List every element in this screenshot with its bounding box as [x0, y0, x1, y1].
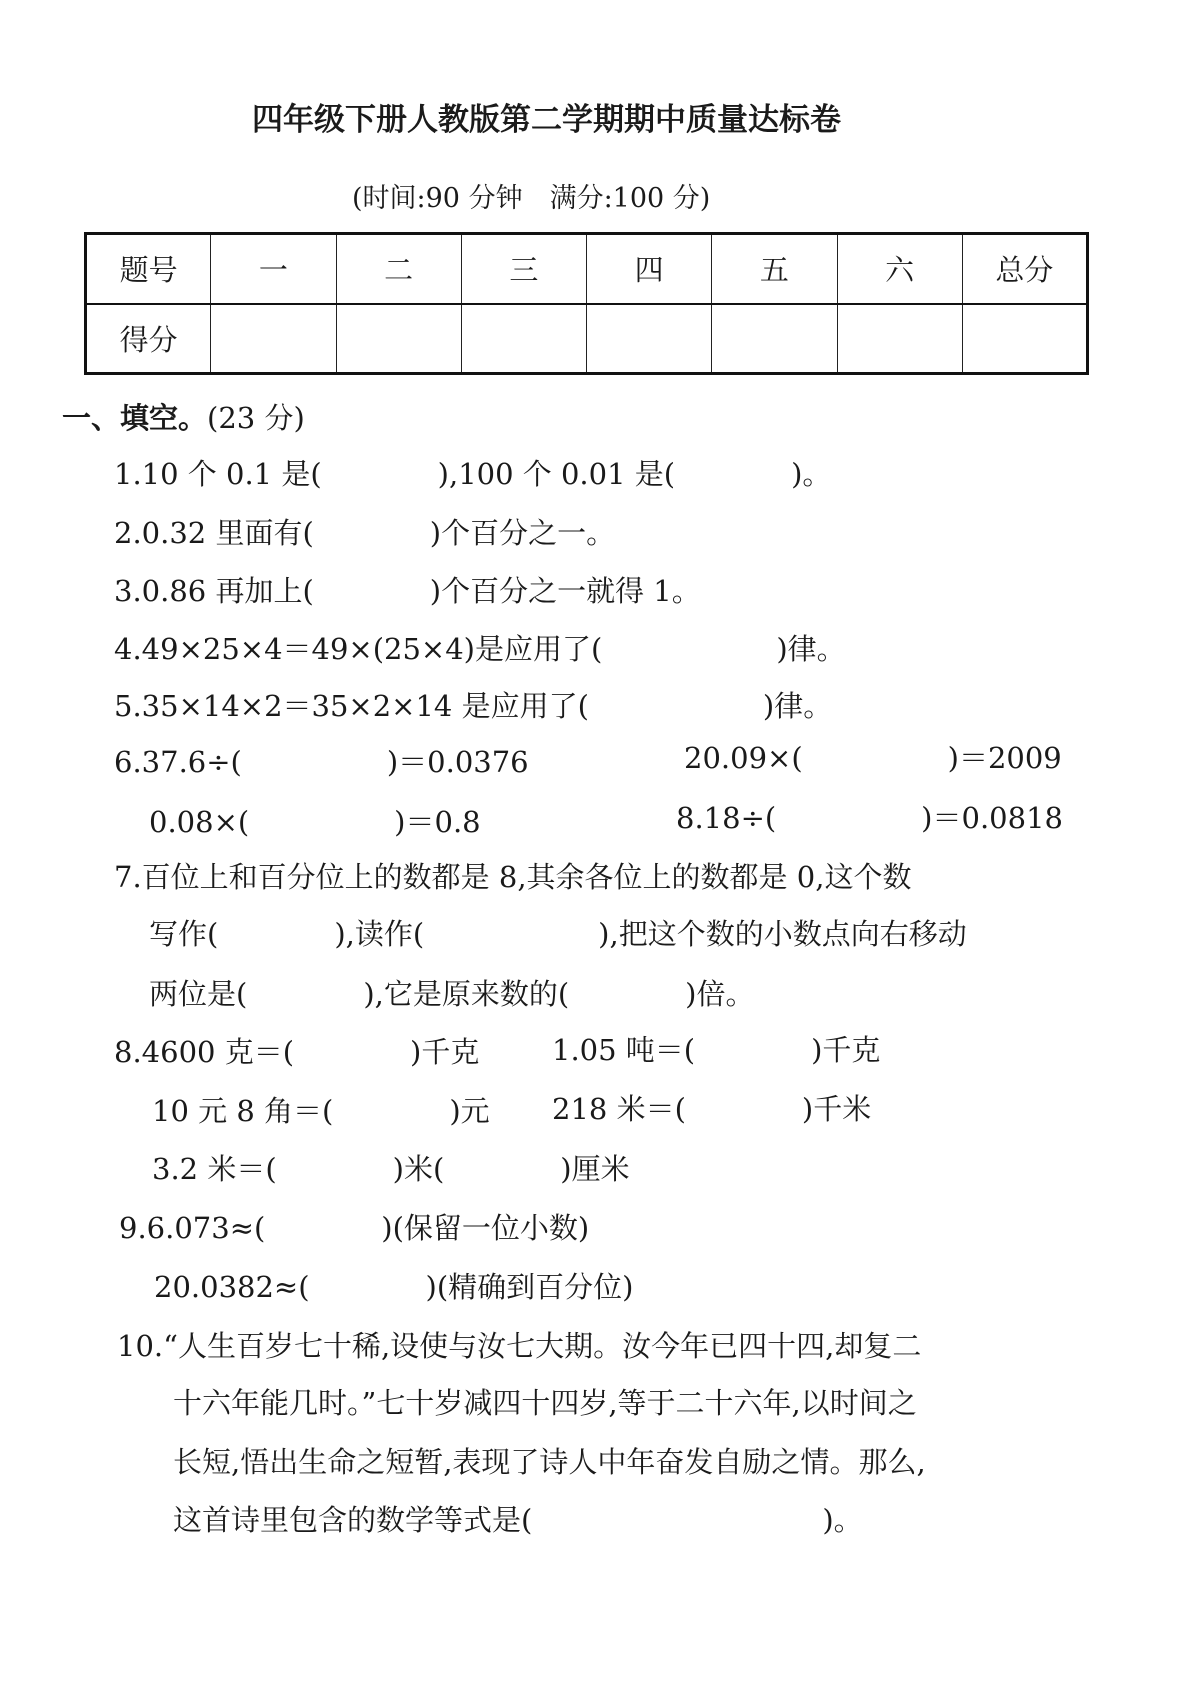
question-line: 1.10 个 0.1 是( ),100 个 0.01 是( )。	[114, 457, 832, 491]
question-line: 6.37.6÷( )＝0.0376	[114, 745, 529, 779]
question-line: 9.6.073≈( )(保留一位小数)	[119, 1211, 590, 1245]
score-cell	[461, 304, 586, 374]
table-cell: 题号	[86, 234, 211, 304]
question-line: 20.0382≈( )(精确到百分位)	[154, 1270, 634, 1304]
table-cell: 一	[211, 234, 336, 304]
table-row	[86, 234, 1088, 304]
table-cell: 得分	[86, 304, 211, 374]
question-line: 2.0.32 里面有( )个百分之一。	[114, 516, 616, 550]
question-line: 8.18÷( )＝0.0818	[676, 801, 1063, 835]
question-line: 这首诗里包含的数学等式是( )。	[173, 1503, 863, 1537]
section-heading	[62, 396, 305, 437]
question-line: 20.09×( )＝2009	[684, 741, 1062, 775]
question-line: 4.49×25×4＝49×(25×4)是应用了( )律。	[114, 632, 846, 666]
score-cell	[962, 304, 1087, 374]
question-line: 8.4600 克＝( )千克	[114, 1035, 480, 1069]
table-cell: 二	[336, 234, 461, 304]
question-line: 3.2 米＝( )米( )厘米	[152, 1152, 630, 1186]
question-line: 10 元 8 角＝( )元	[152, 1094, 490, 1128]
table-cell: 三	[461, 234, 586, 304]
score-cell	[211, 304, 336, 374]
question-line: 1.05 吨＝( )千克	[552, 1033, 881, 1067]
question-line: 5.35×14×2＝35×2×14 是应用了( )律。	[114, 689, 833, 723]
table-cell: 五	[712, 234, 837, 304]
question-line: 0.08×( )＝0.8	[149, 805, 481, 839]
score-table	[84, 232, 1089, 375]
table-row	[86, 304, 1088, 374]
score-cell	[712, 304, 837, 374]
exam-title: 四年级下册人教版第二学期期中质量达标卷	[252, 102, 841, 138]
table-cell: 四	[587, 234, 712, 304]
score-cell	[336, 304, 461, 374]
question-line: 3.0.86 再加上( )个百分之一就得 1。	[114, 574, 701, 608]
question-line: 十六年能几时。”七十岁减四十四岁,等于二十六年,以时间之	[173, 1386, 917, 1420]
table-cell: 六	[837, 234, 962, 304]
section-points: (23 分)	[207, 401, 305, 435]
question-line: 两位是( ),它是原来数的( )倍。	[149, 977, 755, 1011]
score-cell	[837, 304, 962, 374]
score-cell	[587, 304, 712, 374]
question-line: 7.百位上和百分位上的数都是 8,其余各位上的数都是 0,这个数	[114, 860, 912, 894]
exam-subtitle: (时间:90 分钟 满分:100 分)	[352, 183, 711, 214]
question-line: 218 米＝( )千米	[552, 1092, 872, 1126]
table-cell: 总分	[962, 234, 1087, 304]
section-title: 一、填空。	[62, 401, 208, 435]
question-line: 写作( ),读作( ),把这个数的小数点向右移动	[149, 917, 967, 951]
question-line: 长短,悟出生命之短暂,表现了诗人中年奋发自励之情。那么,	[173, 1445, 926, 1479]
question-line: 10.“人生百岁七十稀,设使与汝七大期。汝今年已四十四,却复二	[117, 1329, 922, 1363]
